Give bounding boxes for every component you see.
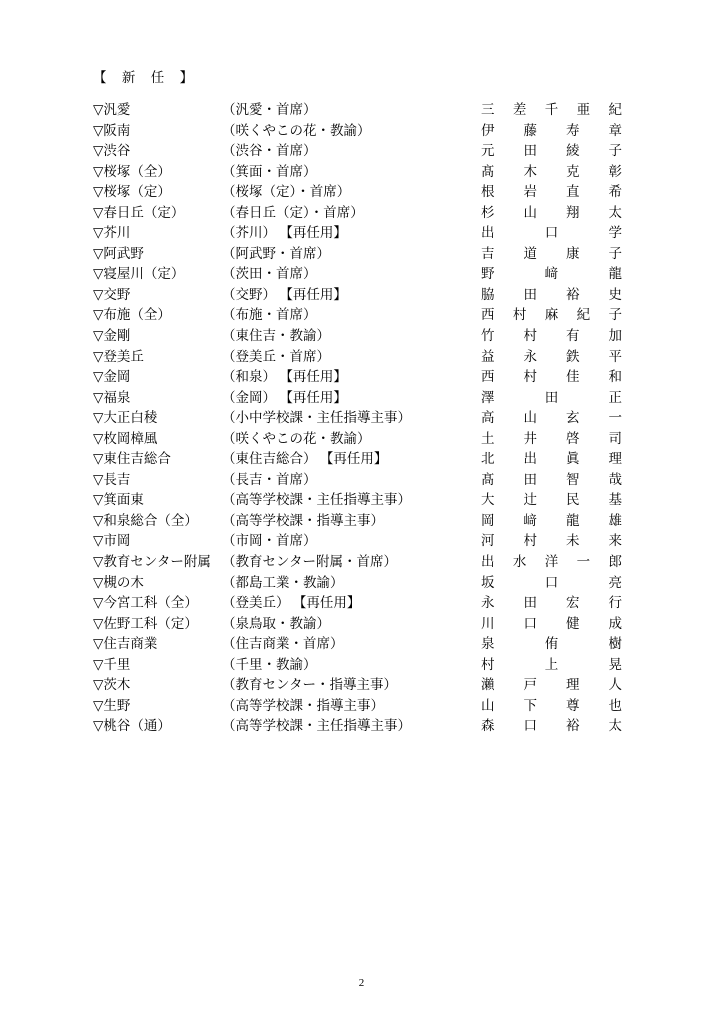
previous-assignment: （咲くやこの花・教諭） bbox=[222, 430, 371, 446]
person-name-char: 史 bbox=[608, 286, 622, 302]
table-row bbox=[0, 511, 723, 532]
person-name-char: 郎 bbox=[608, 554, 622, 570]
person-name-char: 健 bbox=[566, 615, 580, 631]
person-name bbox=[481, 285, 622, 306]
person-name-char: 木 bbox=[523, 163, 537, 179]
school-name: ▽今宮工科（全） bbox=[93, 595, 198, 611]
person-name-char: 下 bbox=[523, 697, 537, 713]
person-name-char: 司 bbox=[608, 430, 622, 446]
person-name bbox=[481, 305, 622, 326]
person-name-char: 西 bbox=[481, 307, 495, 323]
person-name-char: 宏 bbox=[566, 595, 580, 611]
school-name: ▽大正白稜 bbox=[93, 410, 158, 426]
person-name-char: 基 bbox=[608, 492, 622, 508]
person-name-char: 亮 bbox=[608, 574, 622, 590]
person-name bbox=[481, 511, 622, 532]
person-name-char: 太 bbox=[608, 204, 622, 220]
person-name-char: 益 bbox=[481, 348, 495, 364]
person-name-char: 加 bbox=[608, 328, 622, 344]
table-row bbox=[0, 264, 723, 285]
person-name-char: 道 bbox=[523, 245, 537, 261]
previous-assignment: （高等学校課・指導主事） bbox=[222, 512, 384, 528]
person-name-char: 山 bbox=[523, 204, 537, 220]
school-name: ▽住吉商業 bbox=[93, 636, 158, 652]
person-name-char: 有 bbox=[566, 328, 580, 344]
person-name bbox=[481, 716, 622, 737]
school-name: ▽長吉 bbox=[93, 471, 131, 487]
person-name-char: 田 bbox=[523, 286, 537, 302]
person-name-char: 永 bbox=[523, 348, 537, 364]
person-name-char: 田 bbox=[544, 389, 559, 405]
appointment-list bbox=[0, 100, 723, 737]
person-name-char: 岩 bbox=[523, 184, 537, 200]
person-name-char: 三 bbox=[481, 102, 495, 117]
person-name-char: 裕 bbox=[566, 286, 580, 302]
previous-assignment: （千里・教諭） bbox=[222, 656, 317, 672]
school-name: ▽桃谷（通） bbox=[93, 718, 171, 734]
previous-assignment: （小中学校課・主任指導主事） bbox=[222, 410, 411, 426]
person-name-char: 田 bbox=[523, 471, 537, 487]
person-name-char: 也 bbox=[608, 697, 622, 713]
person-name-char: 樹 bbox=[608, 636, 622, 652]
person-name-char: 口 bbox=[523, 718, 537, 734]
person-name-char: 龍 bbox=[608, 266, 622, 282]
school-name: ▽渋谷 bbox=[93, 143, 131, 159]
table-row bbox=[0, 716, 723, 737]
person-name-char: 紀 bbox=[576, 307, 591, 323]
person-name-char: 佳 bbox=[566, 369, 580, 385]
person-name-char: 辻 bbox=[523, 492, 537, 508]
person-name bbox=[481, 141, 622, 162]
previous-assignment: （交野） 【再任用】 bbox=[222, 286, 347, 302]
person-name bbox=[481, 100, 622, 121]
person-name-char: 彰 bbox=[608, 163, 622, 179]
table-row bbox=[0, 408, 723, 429]
school-name: ▽交野 bbox=[93, 286, 131, 302]
school-name: ▽汎愛 bbox=[93, 102, 131, 117]
school-name: ▽千里 bbox=[93, 656, 131, 672]
person-name-char: 川 bbox=[481, 615, 495, 631]
previous-assignment: （箕面・首席） bbox=[222, 163, 317, 179]
table-row bbox=[0, 347, 723, 368]
person-name bbox=[481, 552, 622, 573]
person-name-char: 来 bbox=[608, 533, 622, 549]
person-name-char: 杉 bbox=[481, 204, 495, 220]
person-name-char: 山 bbox=[523, 410, 537, 426]
previous-assignment: （高等学校課・指導主事） bbox=[222, 697, 384, 713]
person-name bbox=[481, 264, 622, 285]
person-name bbox=[481, 244, 622, 265]
person-name-char: 成 bbox=[608, 615, 622, 631]
person-name-char: 平 bbox=[608, 348, 622, 364]
person-name-char: 河 bbox=[481, 533, 495, 549]
person-name-char: 高 bbox=[481, 410, 495, 426]
person-name bbox=[481, 326, 622, 347]
person-name-char: 根 bbox=[481, 184, 495, 200]
person-name-char: 吉 bbox=[481, 245, 495, 261]
person-name-char: 康 bbox=[566, 245, 580, 261]
person-name-char: 元 bbox=[481, 143, 495, 159]
school-name: ▽福泉 bbox=[93, 389, 131, 405]
person-name-char: 村 bbox=[481, 656, 495, 672]
previous-assignment: （咲くやこの花・教諭） bbox=[222, 122, 371, 138]
person-name-char: 井 bbox=[523, 430, 537, 446]
person-name-char: 一 bbox=[608, 410, 622, 426]
previous-assignment: （登美丘） 【再任用】 bbox=[222, 595, 361, 611]
table-row bbox=[0, 449, 723, 470]
person-name-char: 永 bbox=[481, 595, 495, 611]
person-name-char: 眞 bbox=[566, 451, 580, 467]
person-name-char: 出 bbox=[481, 554, 495, 570]
table-row bbox=[0, 182, 723, 203]
previous-assignment: （茨田・首席） bbox=[222, 266, 317, 282]
person-name-char: 竹 bbox=[481, 328, 495, 344]
person-name-char: 正 bbox=[608, 389, 622, 405]
person-name-char: 侑 bbox=[544, 636, 559, 652]
person-name-char: 翔 bbox=[566, 204, 580, 220]
person-name-char: 寿 bbox=[566, 122, 580, 138]
school-name: ▽布施（全） bbox=[93, 307, 171, 323]
person-name-char: 大 bbox=[481, 492, 495, 508]
person-name-char: 子 bbox=[608, 245, 622, 261]
table-row bbox=[0, 367, 723, 388]
person-name bbox=[481, 388, 622, 409]
person-name bbox=[481, 182, 622, 203]
person-name-char: 﨑 bbox=[523, 512, 537, 528]
person-name-char: 人 bbox=[608, 677, 622, 693]
previous-assignment: （教育センター附属・首席） bbox=[222, 554, 397, 570]
school-name: ▽槻の木 bbox=[93, 574, 144, 590]
person-name-char: 子 bbox=[608, 307, 622, 323]
person-name-char: 村 bbox=[523, 369, 537, 385]
table-row bbox=[0, 675, 723, 696]
person-name-char: 出 bbox=[481, 225, 495, 241]
table-row bbox=[0, 203, 723, 224]
person-name-char: 紀 bbox=[608, 102, 622, 117]
person-name-char: 未 bbox=[566, 533, 580, 549]
table-row bbox=[0, 141, 723, 162]
previous-assignment: （市岡・首席） bbox=[222, 533, 317, 549]
person-name bbox=[481, 675, 622, 696]
person-name-char: 泉 bbox=[481, 636, 495, 652]
person-name-char: 﨑 bbox=[544, 266, 559, 282]
school-name: ▽桜塚（定） bbox=[93, 184, 171, 200]
table-row bbox=[0, 305, 723, 326]
person-name-char: 章 bbox=[608, 122, 622, 138]
person-name bbox=[481, 162, 622, 183]
person-name-char: 理 bbox=[608, 451, 622, 467]
previous-assignment: （都島工業・教諭） bbox=[222, 574, 344, 590]
person-name-char: 山 bbox=[481, 697, 495, 713]
school-name: ▽教育センター附属 bbox=[93, 554, 211, 570]
person-name-char: 鉄 bbox=[566, 348, 580, 364]
previous-assignment: （布施・首席） bbox=[222, 307, 317, 323]
person-name-char: 西 bbox=[481, 369, 495, 385]
person-name bbox=[481, 203, 622, 224]
previous-assignment: （長吉・首席） bbox=[222, 471, 317, 487]
person-name-char: 龍 bbox=[566, 512, 580, 528]
person-name bbox=[481, 696, 622, 717]
person-name-char: 戸 bbox=[523, 677, 537, 693]
table-row bbox=[0, 470, 723, 491]
section-title: 【 新 任 】 bbox=[93, 70, 200, 85]
person-name-char: 上 bbox=[544, 656, 559, 672]
person-name-char: 克 bbox=[566, 163, 580, 179]
person-name bbox=[481, 593, 622, 614]
person-name-char: 坂 bbox=[481, 574, 495, 590]
person-name-char: 太 bbox=[608, 718, 622, 734]
page-number: 2 bbox=[358, 977, 365, 989]
person-name bbox=[481, 531, 622, 552]
table-row bbox=[0, 100, 723, 121]
person-name-char: 裕 bbox=[566, 718, 580, 734]
person-name-char: 藤 bbox=[523, 122, 537, 138]
person-name-char: 綾 bbox=[566, 143, 580, 159]
table-row bbox=[0, 490, 723, 511]
previous-assignment: （金岡） 【再任用】 bbox=[222, 389, 347, 405]
previous-assignment: （住吉商業・首席） bbox=[222, 636, 344, 652]
school-name: ▽春日丘（定） bbox=[93, 204, 185, 220]
table-row bbox=[0, 614, 723, 635]
school-name: ▽阿武野 bbox=[93, 245, 144, 261]
person-name-char: 麻 bbox=[544, 307, 559, 323]
person-name-char: 田 bbox=[523, 595, 537, 611]
person-name-char: 民 bbox=[566, 492, 580, 508]
table-row bbox=[0, 244, 723, 265]
person-name-char: 岡 bbox=[481, 512, 495, 528]
person-name-char: 直 bbox=[566, 184, 580, 200]
person-name bbox=[481, 347, 622, 368]
table-row bbox=[0, 326, 723, 347]
person-name bbox=[481, 449, 622, 470]
school-name: ▽市岡 bbox=[93, 533, 131, 549]
person-name-char: 伊 bbox=[481, 122, 495, 138]
person-name-char: 村 bbox=[523, 533, 537, 549]
person-name-char: 野 bbox=[481, 266, 495, 282]
table-row bbox=[0, 162, 723, 183]
previous-assignment: （登美丘・首席） bbox=[222, 348, 330, 364]
person-name-char: 和 bbox=[608, 369, 622, 385]
person-name-char: 行 bbox=[608, 595, 622, 611]
school-name: ▽金岡 bbox=[93, 369, 131, 385]
previous-assignment: （和泉） 【再任用】 bbox=[222, 369, 347, 385]
person-name-char: 森 bbox=[481, 718, 495, 734]
person-name bbox=[481, 573, 622, 594]
person-name-char: 玄 bbox=[566, 410, 580, 426]
school-name: ▽東住吉総合 bbox=[93, 451, 171, 467]
person-name-char: 土 bbox=[481, 430, 495, 446]
person-name-char: 哉 bbox=[608, 471, 622, 487]
table-row bbox=[0, 655, 723, 676]
school-name: ▽佐野工科（定） bbox=[93, 615, 198, 631]
person-name-char: 一 bbox=[576, 554, 591, 570]
table-row bbox=[0, 121, 723, 142]
school-name: ▽寝屋川（定） bbox=[93, 266, 185, 282]
person-name-char: 髙 bbox=[481, 471, 495, 487]
person-name-char: 髙 bbox=[481, 163, 495, 179]
school-name: ▽箕面東 bbox=[93, 492, 144, 508]
school-name: ▽枚岡樟風 bbox=[93, 430, 158, 446]
person-name-char: 北 bbox=[481, 451, 495, 467]
person-name bbox=[481, 223, 622, 244]
table-row bbox=[0, 696, 723, 717]
previous-assignment: （泉鳥取・教諭） bbox=[222, 615, 330, 631]
table-row bbox=[0, 634, 723, 655]
person-name-char: 尊 bbox=[566, 697, 580, 713]
person-name-char: 学 bbox=[608, 225, 622, 241]
person-name bbox=[481, 490, 622, 511]
person-name-char: 口 bbox=[523, 615, 537, 631]
person-name-char: 田 bbox=[523, 143, 537, 159]
person-name-char: 口 bbox=[544, 225, 559, 241]
previous-assignment: （教育センター・指導主事） bbox=[222, 677, 397, 693]
person-name-char: 子 bbox=[608, 143, 622, 159]
person-name-char: 啓 bbox=[566, 430, 580, 446]
person-name-char: 智 bbox=[566, 471, 580, 487]
school-name: ▽登美丘 bbox=[93, 348, 144, 364]
person-name bbox=[481, 367, 622, 388]
person-name-char: 千 bbox=[544, 102, 559, 117]
person-name bbox=[481, 655, 622, 676]
table-row bbox=[0, 285, 723, 306]
previous-assignment: （阿武野・首席） bbox=[222, 245, 330, 261]
previous-assignment: （東住吉・教諭） bbox=[222, 328, 330, 344]
person-name-char: 希 bbox=[608, 184, 622, 200]
person-name-char: 雄 bbox=[608, 512, 622, 528]
previous-assignment: （芥川） 【再任用】 bbox=[222, 225, 347, 241]
previous-assignment: （春日丘（定）・首席） bbox=[222, 204, 364, 220]
school-name: ▽生野 bbox=[93, 697, 131, 713]
table-row bbox=[0, 388, 723, 409]
table-row bbox=[0, 531, 723, 552]
person-name bbox=[481, 121, 622, 142]
person-name-char: 亜 bbox=[576, 102, 591, 117]
previous-assignment: （高等学校課・主任指導主事） bbox=[222, 492, 411, 508]
person-name bbox=[481, 614, 622, 635]
previous-assignment: （高等学校課・主任指導主事） bbox=[222, 718, 411, 734]
person-name bbox=[481, 429, 622, 450]
previous-assignment: （汎愛・首席） bbox=[222, 102, 317, 117]
previous-assignment: （桜塚（定）・首席） bbox=[222, 184, 351, 200]
school-name: ▽和泉総合（全） bbox=[93, 512, 198, 528]
table-row bbox=[0, 429, 723, 450]
school-name: ▽茨木 bbox=[93, 677, 131, 693]
school-name: ▽芥川 bbox=[93, 225, 131, 241]
previous-assignment: （渋谷・首席） bbox=[222, 143, 317, 159]
person-name-char: 晃 bbox=[608, 656, 622, 672]
person-name bbox=[481, 470, 622, 491]
table-row bbox=[0, 593, 723, 614]
person-name bbox=[481, 408, 622, 429]
person-name-char: 脇 bbox=[481, 286, 495, 302]
person-name-char: 瀨 bbox=[481, 677, 495, 693]
school-name: ▽阪南 bbox=[93, 122, 131, 138]
person-name-char: 理 bbox=[566, 677, 580, 693]
person-name-char: 口 bbox=[544, 574, 559, 590]
person-name-char: 出 bbox=[523, 451, 537, 467]
person-name-char: 差 bbox=[512, 102, 527, 117]
table-row bbox=[0, 573, 723, 594]
school-name: ▽桜塚（全） bbox=[93, 163, 171, 179]
person-name-char: 澤 bbox=[481, 389, 495, 405]
person-name-char: 水 bbox=[512, 554, 527, 570]
person-name-char: 村 bbox=[523, 328, 537, 344]
table-row bbox=[0, 223, 723, 244]
person-name bbox=[481, 634, 622, 655]
person-name-char: 洋 bbox=[544, 554, 559, 570]
school-name: ▽金剛 bbox=[93, 328, 131, 344]
person-name-char: 村 bbox=[512, 307, 527, 323]
previous-assignment: （東住吉総合） 【再任用】 bbox=[222, 451, 388, 467]
table-row bbox=[0, 552, 723, 573]
